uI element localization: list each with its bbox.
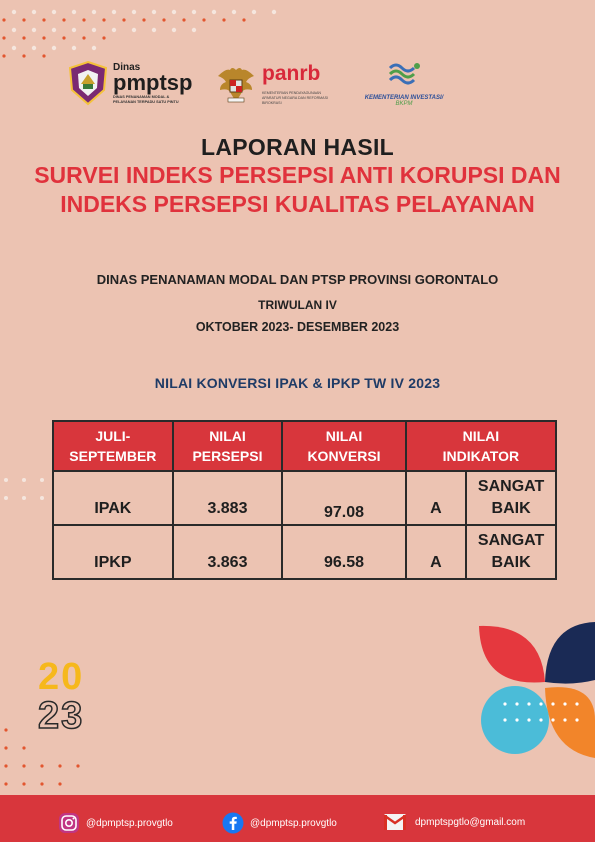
pmptsp-logo <box>67 60 192 106</box>
results-table <box>52 420 557 580</box>
pmptsp-caption: DINAS PENANAMAN MODAL & PELAYANAN TERPADU SATU PINTU <box>113 94 179 104</box>
row-persepsi: 3.883 <box>173 471 283 525</box>
header-konversi: NILAI KONVERSI <box>282 421 405 471</box>
year-bottom: 23 <box>38 695 85 737</box>
panrb-logo <box>216 63 332 106</box>
header-indikator: NILAI INDIKATOR <box>406 421 556 471</box>
table-row <box>53 525 556 579</box>
survey-title-line1: SURVEI INDEKS PERSEPSI ANTI KORUPSI DAN <box>34 162 561 188</box>
row-label: IPKP <box>53 525 173 579</box>
year-top: 20 <box>38 656 85 698</box>
gorontalo-emblem-icon <box>67 60 109 106</box>
bkpm-caption: KEMENTERIAN INVESTASI/ <box>364 95 444 101</box>
quarter-label: TRIWULAN IV <box>258 298 337 312</box>
bkpm-logo <box>362 60 446 107</box>
survey-title <box>0 161 595 219</box>
row-persepsi: 3.863 <box>173 525 283 579</box>
row-description-line2: BAIK <box>491 500 531 517</box>
row-label: IPAK <box>53 471 173 525</box>
row-description <box>466 525 556 579</box>
pmptsp-name: pmptsp <box>113 69 193 95</box>
panrb-name: panrb <box>262 62 321 85</box>
gmail-icon <box>383 812 407 832</box>
row-description <box>466 471 556 525</box>
facebook-handle: @dpmptsp.provgtlo <box>250 817 337 829</box>
row-description-line1: SANGAT <box>477 478 545 495</box>
row-description-line2: BAIK <box>491 554 531 571</box>
email-address: dpmptspgtlo@gmail.com <box>415 816 526 828</box>
header-period: JULI- SEPTEMBER <box>53 421 173 471</box>
decorative-dots-left <box>0 470 60 510</box>
bkpm-sub: BKPM <box>395 101 413 107</box>
survey-title-line2: INDEKS PERSEPSI KUALITAS PELAYANAN <box>60 191 535 217</box>
header-persepsi: NILAI PERSEPSI <box>173 421 283 471</box>
row-konversi: 97.08 <box>282 471 405 525</box>
instagram-icon <box>58 812 80 834</box>
facebook-icon <box>222 812 244 834</box>
decorative-petals <box>475 620 595 760</box>
footer-email[interactable] <box>383 812 525 832</box>
panrb-caption: KEMENTERIAN PENDAYAGUNAAN APARATUR NEGARA DAN REFORMASI BIROKRASI <box>262 91 328 105</box>
period-label: OKTOBER 2023- DESEMBER 2023 <box>195 320 400 334</box>
footer-instagram[interactable] <box>58 812 173 834</box>
footer-facebook[interactable] <box>222 812 337 834</box>
table-row <box>53 471 556 525</box>
pmptsp-dinas-label: Dinas <box>113 61 141 73</box>
table-header-row <box>53 421 556 471</box>
decorative-dots-bottom <box>0 690 100 790</box>
agency-name: DINAS PENANAMAN MODAL DAN PTSP PROVINSI GORONTALO <box>96 272 499 287</box>
report-title: LAPORAN HASIL <box>200 134 394 160</box>
instagram-handle: @dpmptsp.provgtlo <box>86 817 173 829</box>
row-grade: A <box>406 525 466 579</box>
garuda-emblem-icon <box>216 64 256 106</box>
row-description-line1: SANGAT <box>477 532 545 549</box>
bkpm-emblem-icon <box>384 60 424 92</box>
row-grade: A <box>406 471 466 525</box>
section-title: NILAI KONVERSI IPAK & IPKP TW IV 2023 <box>154 375 441 391</box>
row-konversi: 96.58 <box>282 525 405 579</box>
